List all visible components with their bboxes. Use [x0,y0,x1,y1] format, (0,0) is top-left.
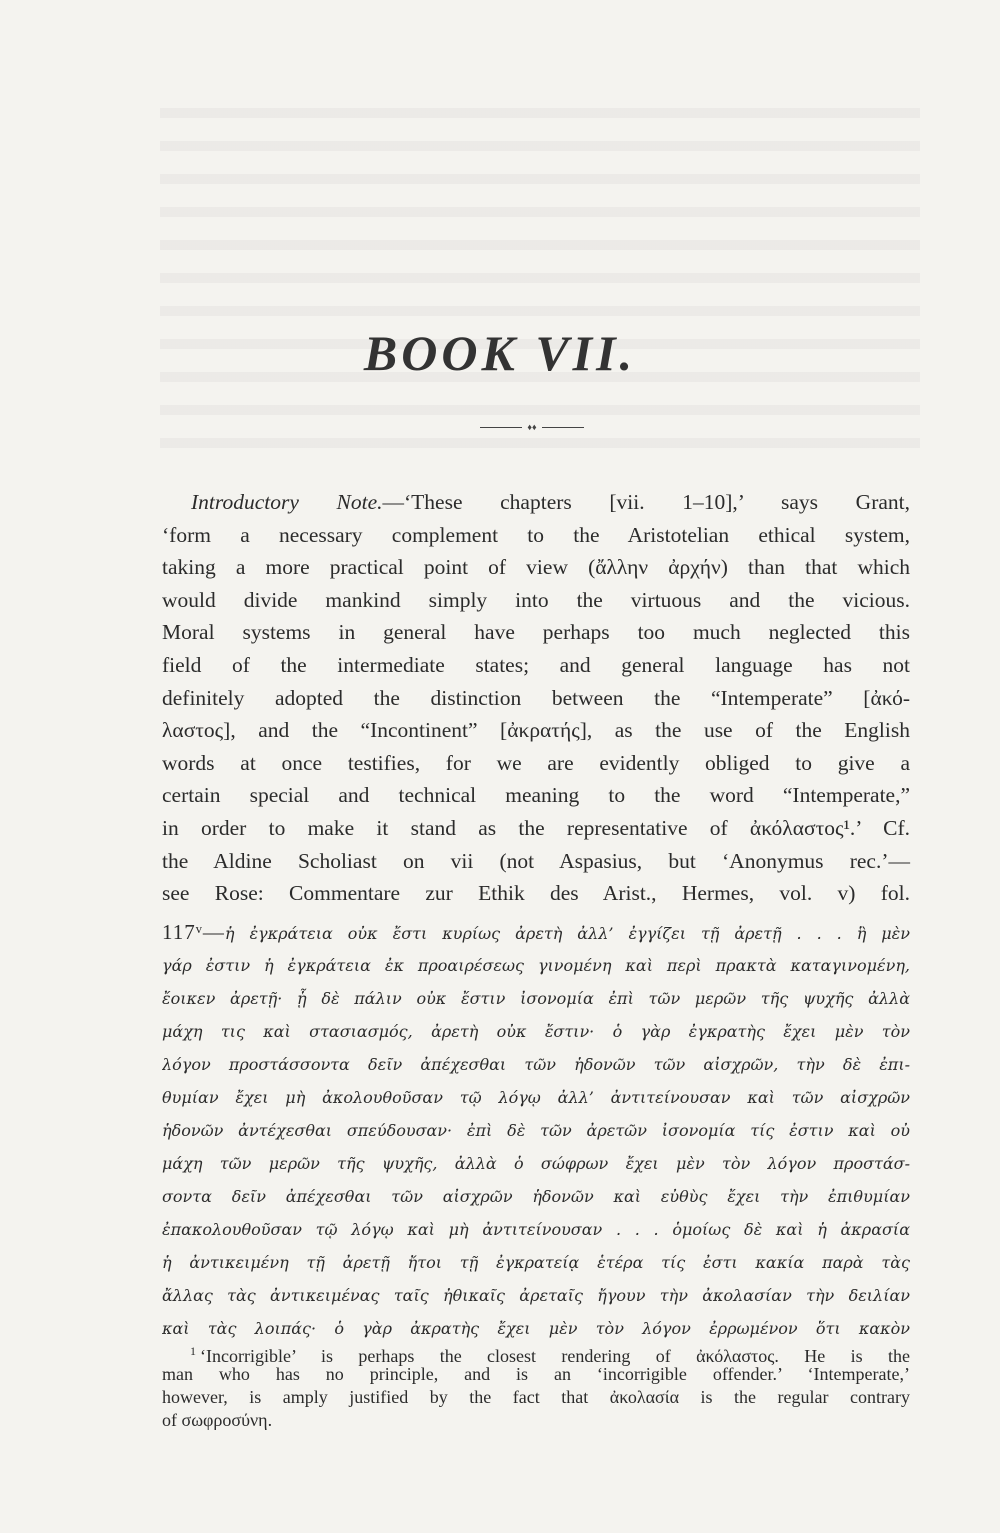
intro-line-6: field of the intermediate states; and general language has not [162,652,910,677]
show-through-bleed [160,108,920,448]
intro-line-10: certain special and technical meaning to the word “Intemperate,” [162,783,910,808]
book-title: BOOK VII. [363,325,637,381]
greek-quotation [162,916,910,1345]
greek-line-2: γάρ ἐστιν ἡ ἐγκράτεια ἐκ προαιρέσεως γινομένη καὶ περὶ πρακτὰ καταγινομένη, [162,956,910,975]
greek-line-1-text: ἡ ἐγκράτεια οὐκ ἔστι κυρίως ἀρετὴ ἀλλ’ ἐγγίζει τῇ ἀρετῇ . . . ἣ μὲν [224,924,910,943]
folio-reference: 117ᵛ— [162,920,225,944]
intro-line-8: λαστος], and the “Incontinent” [ἀκρατής], as the use of the English [162,718,910,743]
intro-line-9: words at once testifies, for we are evidently obliged to give a [162,750,910,775]
footnote-line-3: however, is amply justified by the fact that ἀκολασία is the regular contrary [162,1387,910,1407]
greek-line-4: μάχη τις καὶ στασιασμός, ἀρετὴ οὐκ ἔστιν· ὁ γὰρ ἐγκρατὴς ἔχει μὲν τὸν [162,1022,910,1041]
intro-line-12: the Aldine Scholiast on vii (not Aspasius, but ‘Anonymus rec.’— [162,848,910,873]
greek-line-10: ἐπακολουθοῦσαν τῷ λόγῳ καὶ μὴ ἀντιτείνουσαν . . . ὁμοίως δὲ καὶ ἡ ἀκρασία [162,1220,910,1239]
intro-line-2: ‘form a necessary complement to the Aristotelian ethical system, [162,522,910,547]
greek-line-12: ἄλλας τὰς ἀντικειμένας ταῖς ἠθικαῖς ἀρεταῖς ἤγουν τὴν ἀκολασίαν τὴν δειλίαν [162,1286,910,1305]
footnote-line-2: man who has no principle, and is an ‘incorrigible offender.’ ‘Intemperate,’ [162,1364,910,1384]
footnote-line-1 [162,1340,910,1366]
intro-line-3: taking a more practical point of view (ἄλλην ἀρχήν) than that which [162,555,910,580]
greek-line-8: μάχη τῶν μερῶν τῆς ψυχῆς, ἀλλὰ ὁ σώφρων ἔχει μὲν τὸν λόγον προστάσ- [162,1154,910,1173]
introductory-note [162,486,910,910]
footnote-mark: 1 [190,1344,196,1358]
footnote [162,1340,910,1432]
ornament-rule-left [480,427,522,428]
greek-line-5: λόγον προστάσσοντα δεῖν ἀπέχεσθαι τῶν ἡδονῶν τῶν αἰσχρῶν, τὴν δὲ ἐπι- [162,1055,910,1074]
ornament-rule-right [542,427,584,428]
intro-line-1-text: —‘These chapters [vii. 1–10],’ says Grant, [382,490,910,514]
footnote-line-4: of σωφροσύνη. [162,1410,273,1430]
intro-line-11: in order to make it stand as the representative of ἀκόλαστος¹.’ Cf. [162,815,910,840]
greek-line-3: ἔοικεν ἀρετῇ· ᾗ δὲ πάλιν οὐκ ἔστιν ἰσονομία ἐπὶ τῶν μερῶν τῆς ψυχῆς ἀλλὰ [162,989,910,1008]
greek-line-9: σοντα δεῖν ἀπέχεσθαι τῶν αἰσχρῶν ἡδονῶν καὶ εὐθὺς ἔχει τὴν ἐπιθυμίαν [162,1187,910,1206]
title-ornament [480,421,584,433]
intro-line-7: definitely adopted the distinction between the “Intemperate” [ἀκό- [162,685,910,710]
intro-label: Introductory Note. [191,490,383,514]
greek-line-7: ἡδονῶν ἀντέχεσθαι σπεύδουσαν· ἐπὶ δὲ τῶν ἀρετῶν ἰσονομία τίς ἐστιν καὶ οὐ [162,1121,910,1140]
intro-line-1 [162,486,910,519]
greek-line-6: θυμίαν ἔχει μὴ ἀκολουθοῦσαν τῷ λόγῳ ἀλλ’ ἀντιτείνουσαν καὶ τῶν αἰσχρῶν [162,1088,910,1107]
intro-line-13: see Rose: Commentare zur Ethik des Arist., Hermes, vol. v) fol. [162,881,910,906]
intro-line-5: Moral systems in general have perhaps too much neglected this [162,620,910,645]
intro-line-4: would divide mankind simply into the virtuous and the vicious. [162,587,910,612]
greek-line-11: ἡ ἀντικειμένη τῇ ἀρετῇ ἤτοι τῇ ἐγκρατείᾳ ἑτέρα τίς ἐστι κακία παρὰ τὰς [162,1253,910,1272]
footnote-line-1-text: ‘Incorrigible’ is perhaps the closest rendering of ἀκόλαστος. He is the [200,1346,910,1366]
greek-line-1 [162,916,910,949]
ornament-diamonds: ♦♦ [527,422,537,432]
greek-line-13: καὶ τὰς λοιπάς· ὁ γὰρ ἀκρατὴς ἔχει μὲν τὸν λόγον ἐρρωμένον ὅτι κακὸν [162,1319,910,1338]
